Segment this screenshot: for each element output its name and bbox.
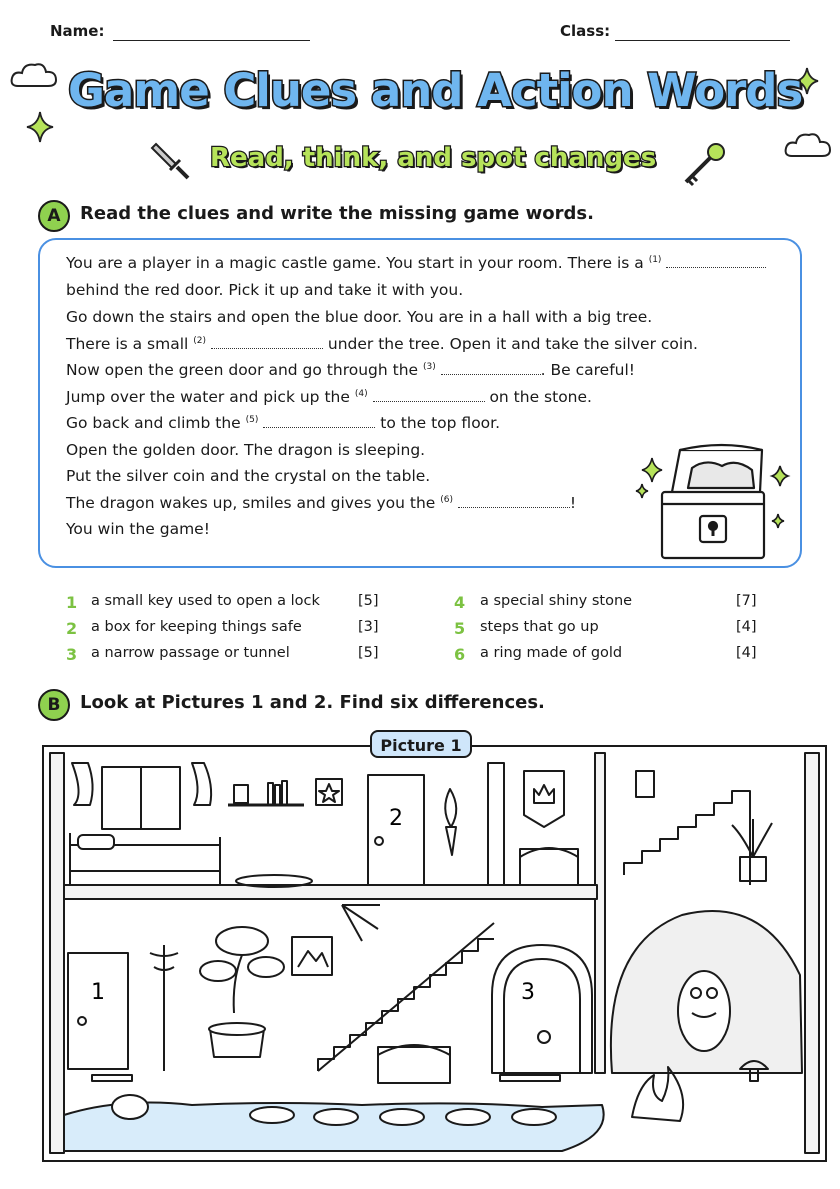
page-subtitle: Read, think, and spot changes <box>210 143 657 173</box>
clue-number: 6 <box>454 645 466 664</box>
clue-length: [4] <box>736 645 757 661</box>
clue-length: [5] <box>358 645 379 661</box>
story-text-segment: There is a small <box>66 335 194 353</box>
clue-length: [3] <box>358 619 379 635</box>
story-text-segment: The dragon wakes up, smiles and gives you the <box>66 494 441 512</box>
clue-number: 5 <box>454 619 466 638</box>
answer-blank[interactable] <box>441 362 541 375</box>
section-b-heading: Look at Pictures 1 and 2. Find six differences. <box>80 692 545 713</box>
right-wall <box>805 753 819 1153</box>
story-text-segment: Put the silver coin and the crystal on the table. <box>66 467 431 485</box>
answer-blank[interactable] <box>373 389 485 402</box>
story-text-segment: Jump over the water and pick up the <box>66 388 355 406</box>
clue-text: steps that go up <box>480 619 599 635</box>
clue-length: [5] <box>358 593 379 609</box>
clue-number: 1 <box>66 593 78 612</box>
story-line <box>66 441 425 459</box>
gap-number: (6) <box>440 494 453 505</box>
story-line <box>66 254 766 272</box>
story-text-segment: You win the game! <box>66 520 210 538</box>
story-line <box>66 414 500 432</box>
clue-text: a box for keeping things safe <box>91 619 302 635</box>
gap-number: (2) <box>193 335 207 346</box>
clue-text: a narrow passage or tunnel <box>91 645 290 661</box>
story-line <box>66 361 635 379</box>
cloud-icon <box>8 58 60 92</box>
gap-number: (1) <box>648 254 662 265</box>
name-label: Name: <box>50 22 105 40</box>
story-text-segment: under the tree. Open it and take the silver coin. <box>322 335 698 353</box>
story-line <box>66 494 576 512</box>
story-text-segment: ! <box>569 494 577 512</box>
story-line <box>66 281 463 299</box>
story-line <box>66 335 698 353</box>
clue-length: [7] <box>736 593 757 609</box>
gap-number: (4) <box>354 388 368 399</box>
story-text-segment: . Be careful! <box>540 361 636 379</box>
clue-text: a ring made of gold <box>480 645 623 661</box>
section-a-heading: Read the clues and write the missing game words. <box>80 203 594 224</box>
section-a-badge: A <box>38 200 70 232</box>
class-label: Class: <box>560 22 611 40</box>
story-text-segment: Open the golden door. The dragon is sleeping. <box>66 441 426 459</box>
clue-text: a special shiny stone <box>480 593 633 609</box>
answer-blank[interactable] <box>458 495 570 508</box>
story-text-segment: You are a player in a magic castle game. You start in your room. There is a <box>66 254 649 272</box>
key-icon <box>678 140 728 188</box>
sword-icon <box>150 140 194 184</box>
clue-number: 3 <box>66 645 78 664</box>
story-text-segment: to the top floor. <box>375 414 501 432</box>
picture-1-label: Picture 1 <box>370 730 472 758</box>
story-text-segment: behind the red door. Pick it up and take it with you. <box>66 281 464 299</box>
story-line <box>66 520 210 538</box>
name-field[interactable] <box>113 22 310 41</box>
answer-blank[interactable] <box>211 336 323 349</box>
story-text-segment: on the stone. <box>484 388 592 406</box>
sparkle-icon <box>25 110 55 144</box>
story-line <box>66 308 652 326</box>
left-wall <box>50 753 64 1153</box>
story-text-segment: Now open the green door and go through the <box>66 361 423 379</box>
door-number-3: 3 <box>521 980 535 1005</box>
clue-number: 4 <box>454 593 466 612</box>
gap-number: (3) <box>422 361 436 372</box>
story-text-segment: Go down the stairs and open the blue door. You are in a hall with a big tree. <box>66 308 653 326</box>
answer-blank[interactable] <box>666 255 766 268</box>
page-title: Game Clues and Action Words <box>68 64 803 117</box>
door-number-1: 1 <box>91 980 105 1005</box>
clue-number: 2 <box>66 619 78 638</box>
cloud-icon <box>782 128 834 162</box>
class-field[interactable] <box>615 22 790 41</box>
story-line <box>66 388 592 406</box>
answer-blank[interactable] <box>263 415 375 428</box>
story-text-segment: Go back and climb the <box>66 414 246 432</box>
treasure-chest-icon <box>632 440 792 564</box>
section-b-badge: B <box>38 689 70 721</box>
clue-text: a small key used to open a lock <box>91 593 320 609</box>
door-number-2: 2 <box>389 806 403 831</box>
picture-1-illustration <box>42 745 827 1162</box>
story-line <box>66 467 430 485</box>
gap-number: (5) <box>245 414 259 425</box>
clue-length: [4] <box>736 619 757 635</box>
